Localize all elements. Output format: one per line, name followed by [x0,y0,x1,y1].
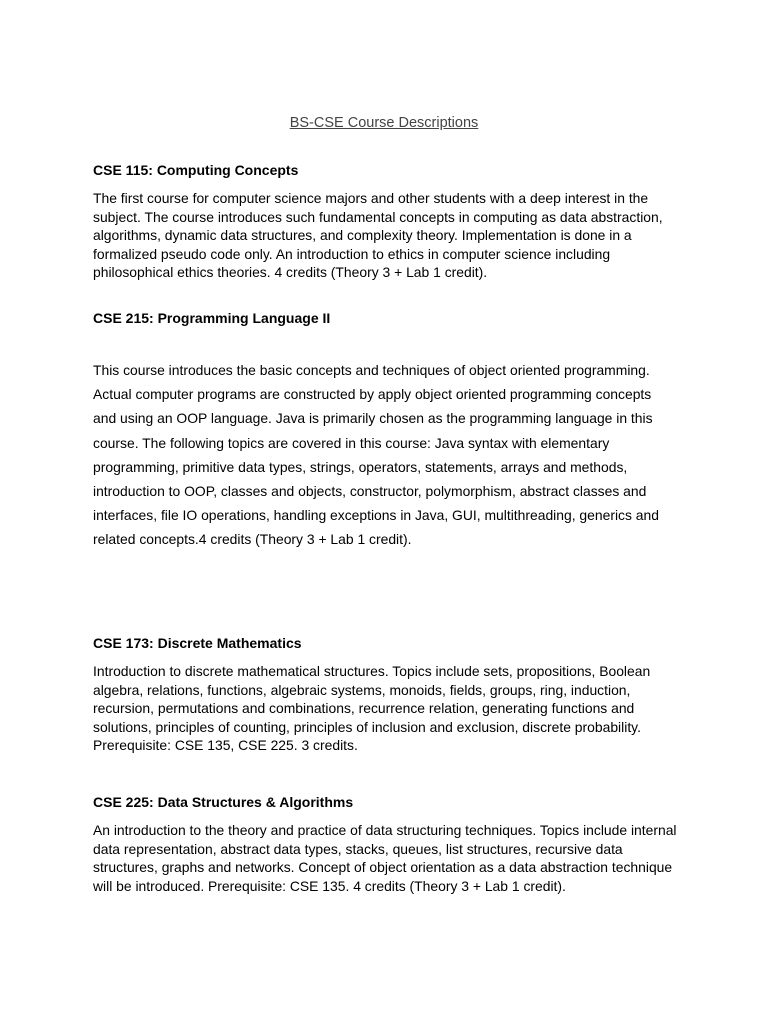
course-description-cse173: Introduction to discrete mathematical structures. Topics include sets, propositions, Boolean algebra, relations, functions, algebraic systems, monoids, fields, groups, ring, induction, recursion, permutations and combinations, recurrence relation, generating functions and solutions, principles of counting, principles of inclusion and exclusion, discrete probability. Prerequisite: CSE 135, CSE 225. 3 credits. [93,663,651,754]
document-title: BS-CSE Course Descriptions [289,115,479,131]
course-description-cse215: This course introduces the basic concepts and techniques of object oriented programming. Actual computer programs are constructed by apply object oriented programming concepts and using an OOP language. Java is primarily chosen as the programming language in this course. The following topics are covered in this course: Java syntax with elementary programming, primitive data types, strings, operators, statements, arrays and methods, introduction to OOP, classes and objects, constructor, polymorphism, abstract classes and interfaces, file IO operations, handling exceptions in Java, GUI, multithreading, generics and related concepts.4 credits (Theory 3 + Lab 1 credit). [93,362,659,548]
course-description-cse225: An introduction to the theory and practice of data structuring techniques. Topics include internal data representation, abstract data types, stacks, queues, list structures, recursive data structures, graphs and networks. Concept of object orientation as a data abstraction technique will be introduced. Prerequisite: CSE 135. 4 credits (Theory 3 + Lab 1 credit). [93,822,677,894]
course-heading-cse215: CSE 215: Programming Language II [93,310,331,326]
course-heading-cse173: CSE 173: Discrete Mathematics [93,635,302,651]
course-description-cse115: The first course for computer science majors and other students with a deep interest in the subject. The course introduces such fundamental concepts in computing as data abstraction, algorithms, dynamic data structures, and complexity theory. Implementation is done in a formalized pseudo code only. An introduction to ethics in computer science including philosophical ethics theories. 4 credits (Theory 3 + Lab 1 credit). [93,190,663,281]
course-heading-cse225: CSE 225: Data Structures & Algorithms [93,794,354,810]
course-heading-cse115: CSE 115: Computing Concepts [93,162,299,178]
